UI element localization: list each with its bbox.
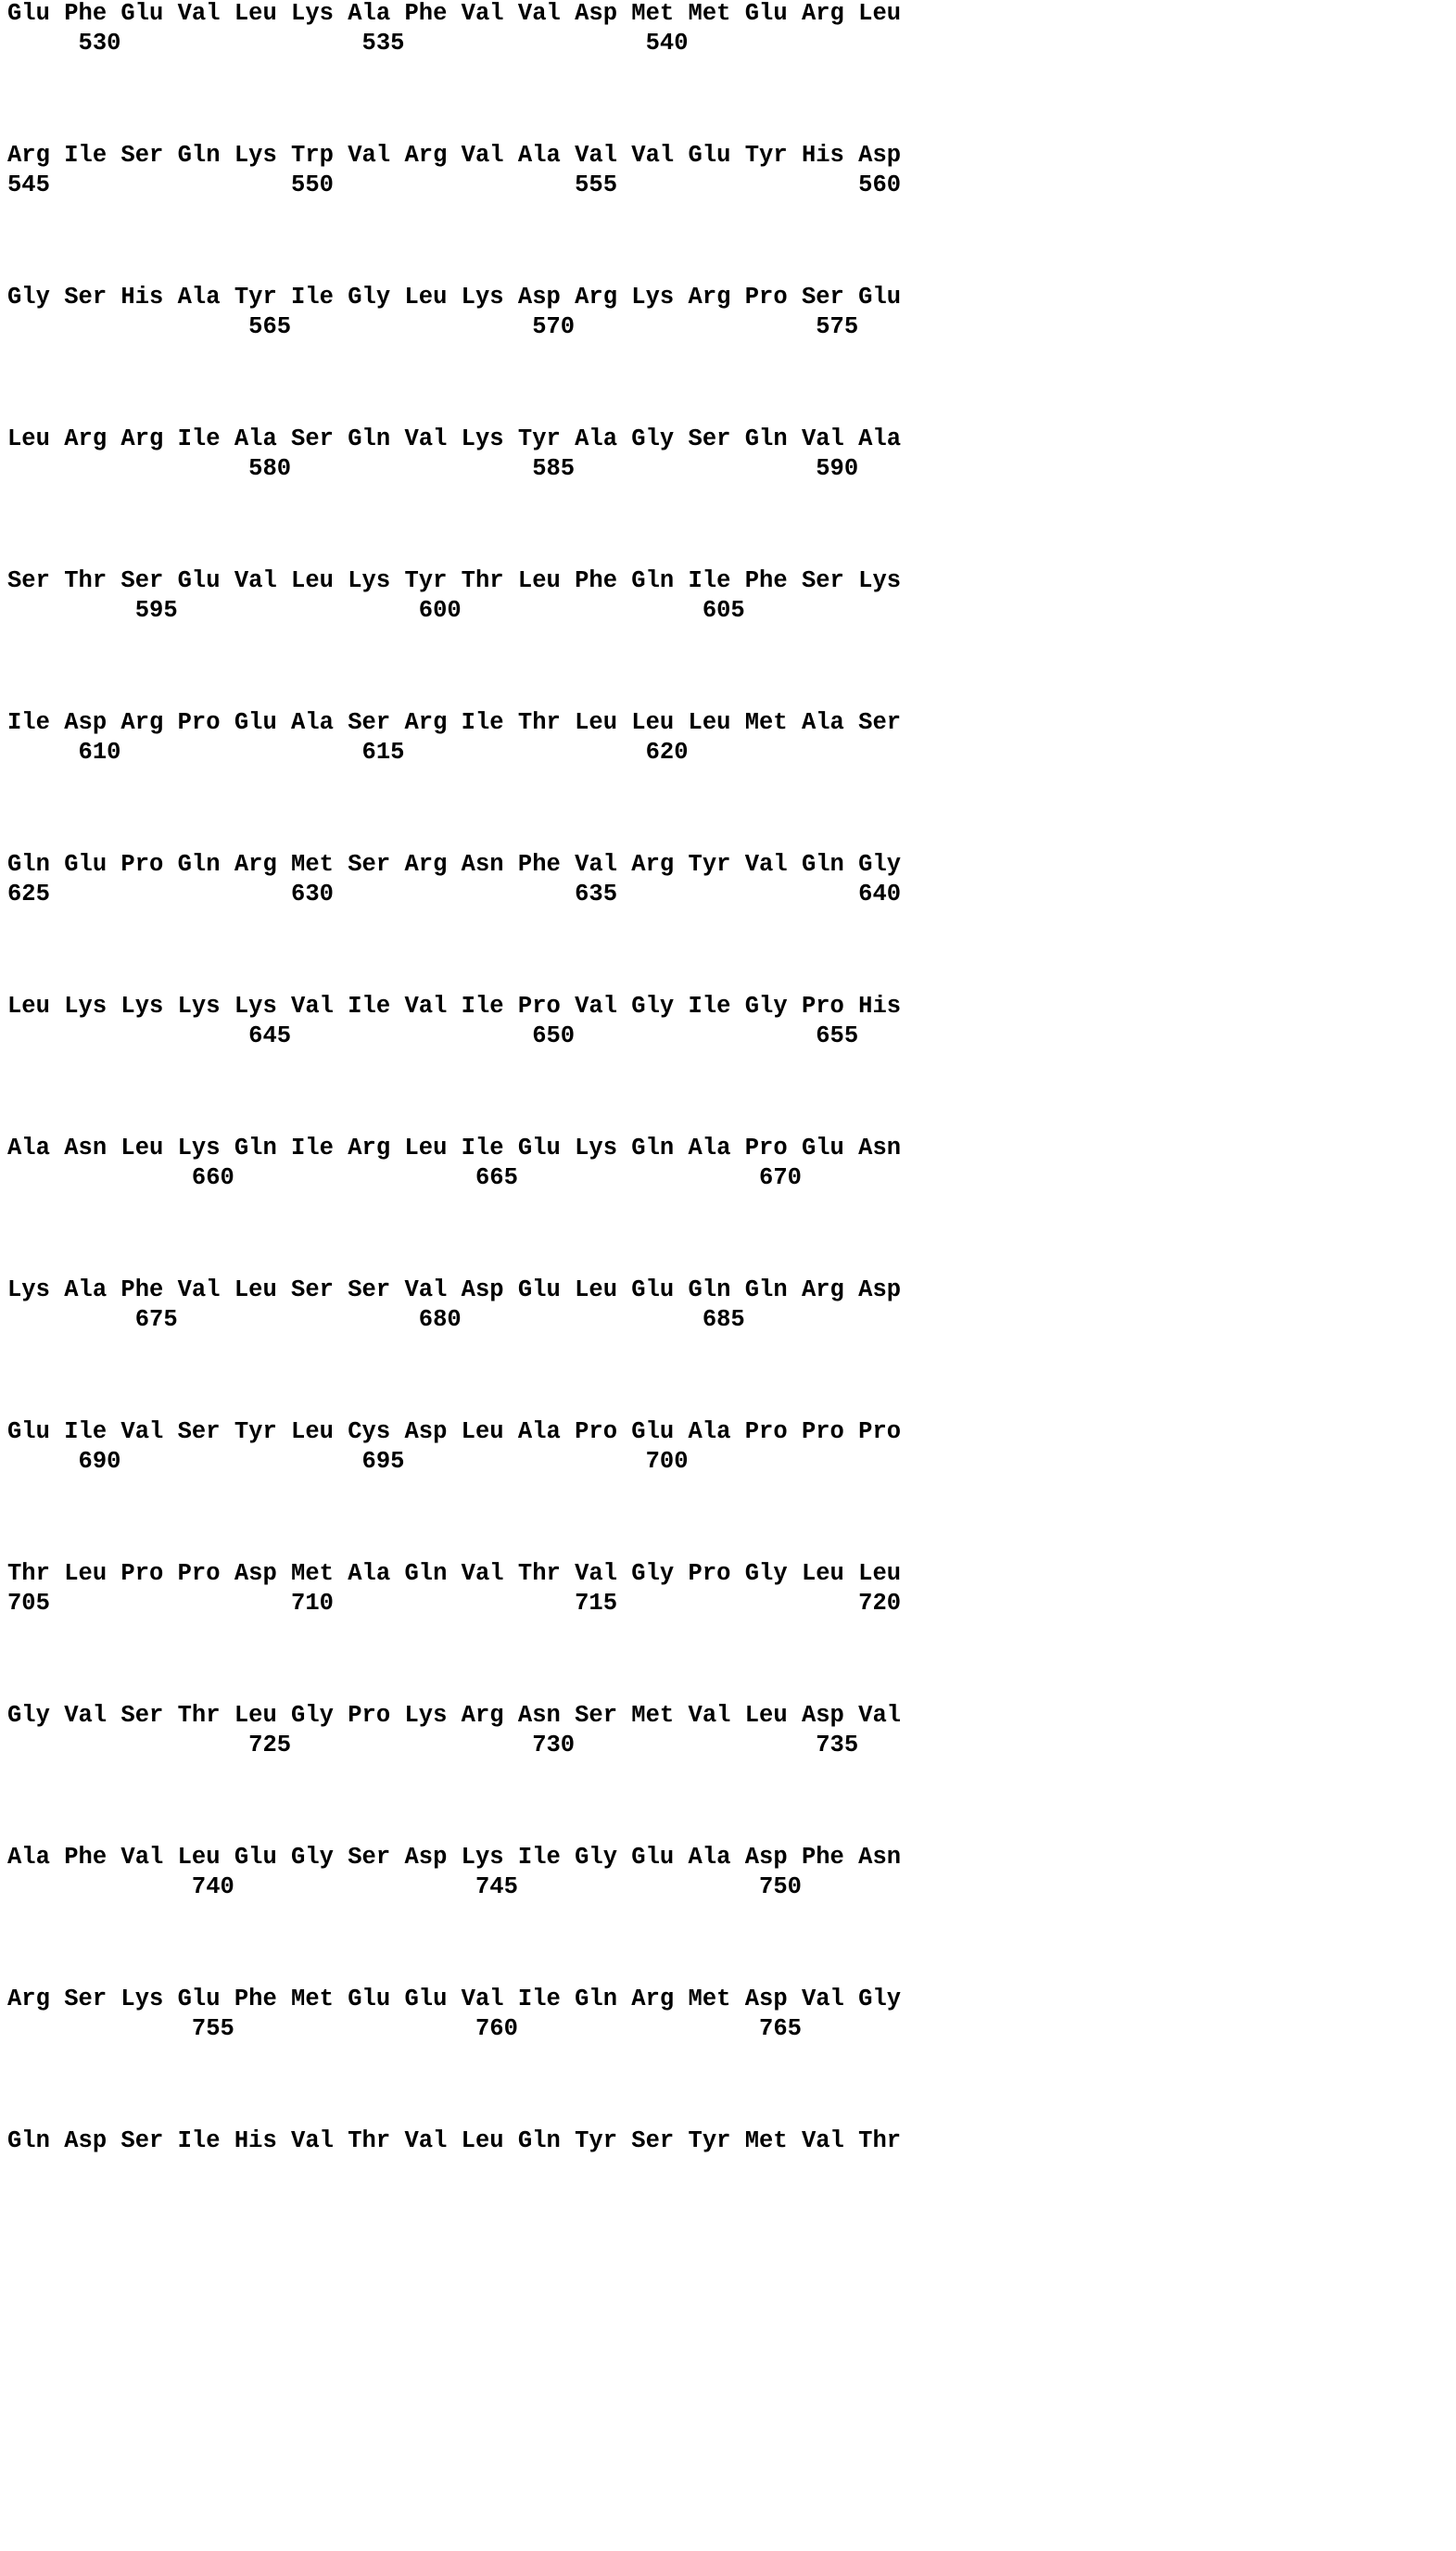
residue-number-row: 625 630 635 640: [7, 881, 902, 907]
sequence-block: [7, 567, 1456, 709]
residue-row: Arg Ile Ser Gln Lys Trp Val Arg Val Ala Val Val Glu Tyr His Asp: [7, 142, 902, 169]
residue-number-row: 705 710 715 720: [7, 1590, 902, 1617]
residue-row: Gln Asp Ser Ile His Val Thr Val Leu Gln Tyr Ser Tyr Met Val Thr: [7, 2127, 902, 2154]
sequence-block: [7, 284, 1456, 425]
residue-row: Ile Asp Arg Pro Glu Ala Ser Arg Ile Thr Leu Leu Leu Met Ala Ser: [7, 709, 902, 736]
residue-number-row: 660 665 670: [7, 1164, 802, 1191]
residue-number-row: 725 730 735: [7, 1732, 859, 1758]
residue-number-row: 740 745 750: [7, 1873, 802, 1900]
sequence-block: [7, 0, 1456, 142]
residue-row: Thr Leu Pro Pro Asp Met Ala Gln Val Thr Val Gly Pro Gly Leu Leu: [7, 1560, 902, 1587]
residue-number-row: 755 760 765: [7, 2015, 802, 2042]
residue-row: Ser Thr Ser Glu Val Leu Lys Tyr Thr Leu Phe Gln Ile Phe Ser Lys: [7, 567, 902, 594]
residue-number-row: 595 600 605: [7, 597, 745, 624]
residue-row: Arg Ser Lys Glu Phe Met Glu Glu Val Ile Gln Arg Met Asp Val Gly: [7, 1986, 902, 2012]
residue-number-row: 565 570 575: [7, 313, 859, 340]
sequence-block: [7, 425, 1456, 567]
residue-row: Gly Val Ser Thr Leu Gly Pro Lys Arg Asn Ser Met Val Leu Asp Val: [7, 1702, 902, 1729]
residue-number-row: 610 615 620: [7, 739, 689, 766]
sequence-block: [7, 1135, 1456, 1276]
sequence-block: [7, 1276, 1456, 1418]
residue-number-row: 645 650 655: [7, 1022, 859, 1049]
residue-row: Glu Phe Glu Val Leu Lys Ala Phe Val Val Asp Met Met Glu Arg Leu: [7, 0, 902, 27]
sequence-block: [7, 1702, 1456, 1844]
residue-row: Lys Ala Phe Val Leu Ser Ser Val Asp Glu Leu Glu Gln Gln Arg Asp: [7, 1276, 902, 1303]
residue-number-row: 545 550 555 560: [7, 171, 902, 198]
residue-number-row: 530 535 540: [7, 30, 689, 57]
residue-row: Ala Asn Leu Lys Gln Ile Arg Leu Ile Glu Lys Gln Ala Pro Glu Asn: [7, 1135, 902, 1161]
sequence-block: [7, 1986, 1456, 2127]
sequence-block: [7, 851, 1456, 993]
sequence-block: [7, 142, 1456, 284]
sequence-block: [7, 1560, 1456, 1702]
residue-number-row: 580 585 590: [7, 455, 859, 482]
sequence-block: [7, 1418, 1456, 1560]
sequence-block: [7, 2127, 1456, 2269]
residue-row: Leu Arg Arg Ile Ala Ser Gln Val Lys Tyr Ala Gly Ser Gln Val Ala: [7, 425, 902, 452]
residue-row: Ala Phe Val Leu Glu Gly Ser Asp Lys Ile Gly Glu Ala Asp Phe Asn: [7, 1844, 902, 1871]
residue-row: Leu Lys Lys Lys Lys Val Ile Val Ile Pro Val Gly Ile Gly Pro His: [7, 993, 902, 1020]
residue-row: Gln Glu Pro Gln Arg Met Ser Arg Asn Phe Val Arg Tyr Val Gln Gly: [7, 851, 902, 878]
sequence-block: [7, 709, 1456, 851]
residue-row: Gly Ser His Ala Tyr Ile Gly Leu Lys Asp Arg Lys Arg Pro Ser Glu: [7, 284, 902, 311]
sequence-block: [7, 1844, 1456, 1986]
residue-number-row: 675 680 685: [7, 1306, 745, 1333]
residue-row: Glu Ile Val Ser Tyr Leu Cys Asp Leu Ala Pro Glu Ala Pro Pro Pro: [7, 1418, 902, 1445]
residue-number-row: 690 695 700: [7, 1448, 689, 1475]
sequence-block: [7, 993, 1456, 1135]
